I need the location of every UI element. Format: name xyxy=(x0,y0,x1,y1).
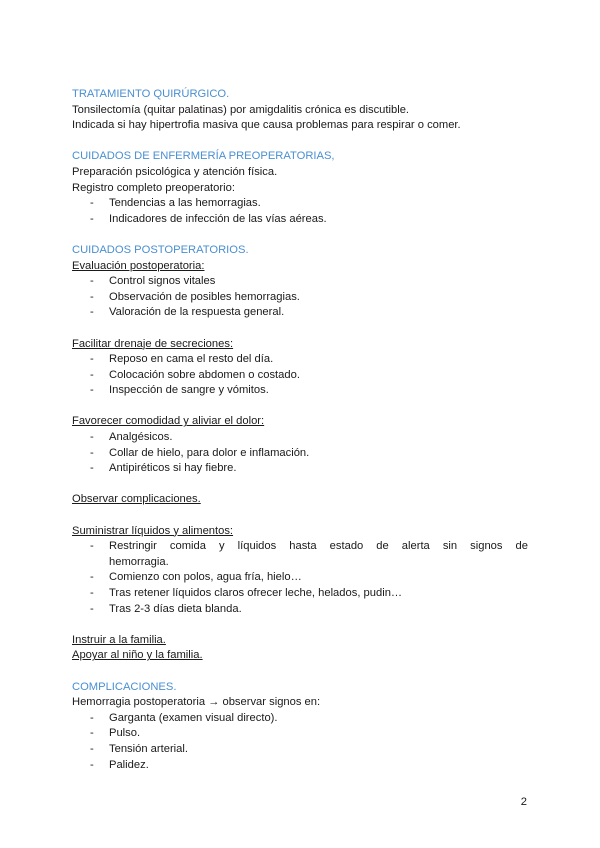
list-item xyxy=(72,430,528,446)
bullet-dash: - xyxy=(90,290,94,303)
list-item xyxy=(72,274,528,290)
page-content xyxy=(72,87,528,773)
list-item-text: Restringir comida y líquidos hasta estado de alerta sin signos de xyxy=(109,540,528,553)
list-item-text: Tras 2-3 días dieta blanda. xyxy=(109,602,242,615)
paragraph-line: Tonsilectomía (quitar palatinas) por amigdalitis crónica es discutible. xyxy=(72,103,410,116)
list-item xyxy=(72,726,528,742)
bullet-dash: - xyxy=(90,462,94,475)
list-item-text: Valoración de la respuesta general. xyxy=(109,306,285,319)
list-item xyxy=(72,586,528,602)
paragraph-line: Hemorragia postoperatoria → observar signos en: xyxy=(72,696,321,709)
list-item xyxy=(72,742,528,758)
list-item-text: Collar de hielo, para dolor e inflamación. xyxy=(109,446,310,459)
list-item-text: Reposo en cama el resto del día. xyxy=(109,353,274,366)
list-item-text: Control signos vitales xyxy=(109,275,216,288)
bullet-dash: - xyxy=(90,758,94,771)
subheading-evaluation: Evaluación postoperatoria: xyxy=(72,259,205,272)
paragraph-line: Preparación psicológica y atención física. xyxy=(72,165,278,178)
list-item-text: Tras retener líquidos claros ofrecer leche, helados, pudin… xyxy=(109,587,403,599)
bullet-dash: - xyxy=(90,742,94,755)
page-number: 2 xyxy=(520,796,527,808)
heading-complications: COMPLICACIONES. xyxy=(72,680,177,693)
list-item-text: Tensión arterial. xyxy=(109,742,188,755)
list-item xyxy=(72,212,528,228)
list-item-text: Indicadores de infección de las vías aéreas. xyxy=(109,212,327,225)
bullet-dash: - xyxy=(90,384,94,397)
list-item-text: Inspección de sangre y vómitos. xyxy=(109,384,269,397)
list-item xyxy=(72,383,528,399)
heading-postop-care: CUIDADOS POSTOPERATORIOS. xyxy=(72,243,249,256)
list-item-text: Pulso. xyxy=(109,727,141,740)
list-item-text: Tendencias a las hemorragias. xyxy=(109,197,261,210)
bullet-dash: - xyxy=(90,587,94,599)
heading-surgical-treatment: TRATAMIENTO QUIRÚRGICO. xyxy=(72,88,230,100)
bullet-dash: - xyxy=(90,571,94,584)
list-item xyxy=(72,570,528,586)
bullet-dash: - xyxy=(90,368,94,381)
list-item-text: Observación de posibles hemorragias. xyxy=(109,290,300,303)
list-item xyxy=(72,305,528,321)
list-item-text: Comienzo con polos, agua fría, hielo… xyxy=(109,571,302,584)
bullet-dash: - xyxy=(90,446,94,459)
bullet-dash: - xyxy=(90,197,94,210)
list-item xyxy=(72,352,528,368)
subheading-support-family: Apoyar al niño y la familia. xyxy=(72,649,203,662)
bullet-dash: - xyxy=(90,431,94,444)
paragraph-line: Indicada si hay hipertrofia masiva que causa problemas para respirar o comer. xyxy=(72,119,461,132)
subheading-drainage: Facilitar drenaje de secreciones: xyxy=(72,337,234,350)
list-item xyxy=(72,368,528,384)
bullet-dash: - xyxy=(90,353,94,366)
bullet-dash: - xyxy=(90,275,94,288)
bullet-dash: - xyxy=(90,540,94,553)
list-item xyxy=(72,446,528,462)
bullet-dash: - xyxy=(90,727,94,740)
list-item-text: hemorragia. xyxy=(109,555,169,568)
subheading-comfort: Favorecer comodidad y aliviar el dolor: xyxy=(72,415,265,428)
list-item-text: Palidez. xyxy=(109,758,149,771)
bullet-dash: - xyxy=(90,711,94,724)
list-item xyxy=(72,758,528,774)
list-item xyxy=(72,602,528,618)
subheading-fluids: Suministrar líquidos y alimentos: xyxy=(72,524,234,537)
bullet-dash: - xyxy=(90,602,94,615)
list-item-text: Colocación sobre abdomen o costado. xyxy=(109,368,300,381)
list-item xyxy=(72,196,528,212)
paragraph-line: Registro completo preoperatorio: xyxy=(72,181,235,194)
heading-preop-care: CUIDADOS DE ENFERMERÍA PREOPERATORIAS, xyxy=(72,150,335,163)
list-item xyxy=(72,461,528,477)
list-item xyxy=(72,290,528,306)
list-item-text: Garganta (examen visual directo). xyxy=(109,711,278,724)
subheading-observe-complications: Observar complicaciones. xyxy=(72,493,201,506)
bullet-dash: - xyxy=(90,306,94,319)
list-item-text: Analgésicos. xyxy=(109,431,173,444)
list-item-text: Antipiréticos si hay fiebre. xyxy=(109,462,237,475)
list-item xyxy=(72,711,528,727)
bullet-dash: - xyxy=(90,212,94,225)
subheading-instruct-family: Instruir a la familia. xyxy=(72,633,166,646)
list-item xyxy=(72,539,528,570)
